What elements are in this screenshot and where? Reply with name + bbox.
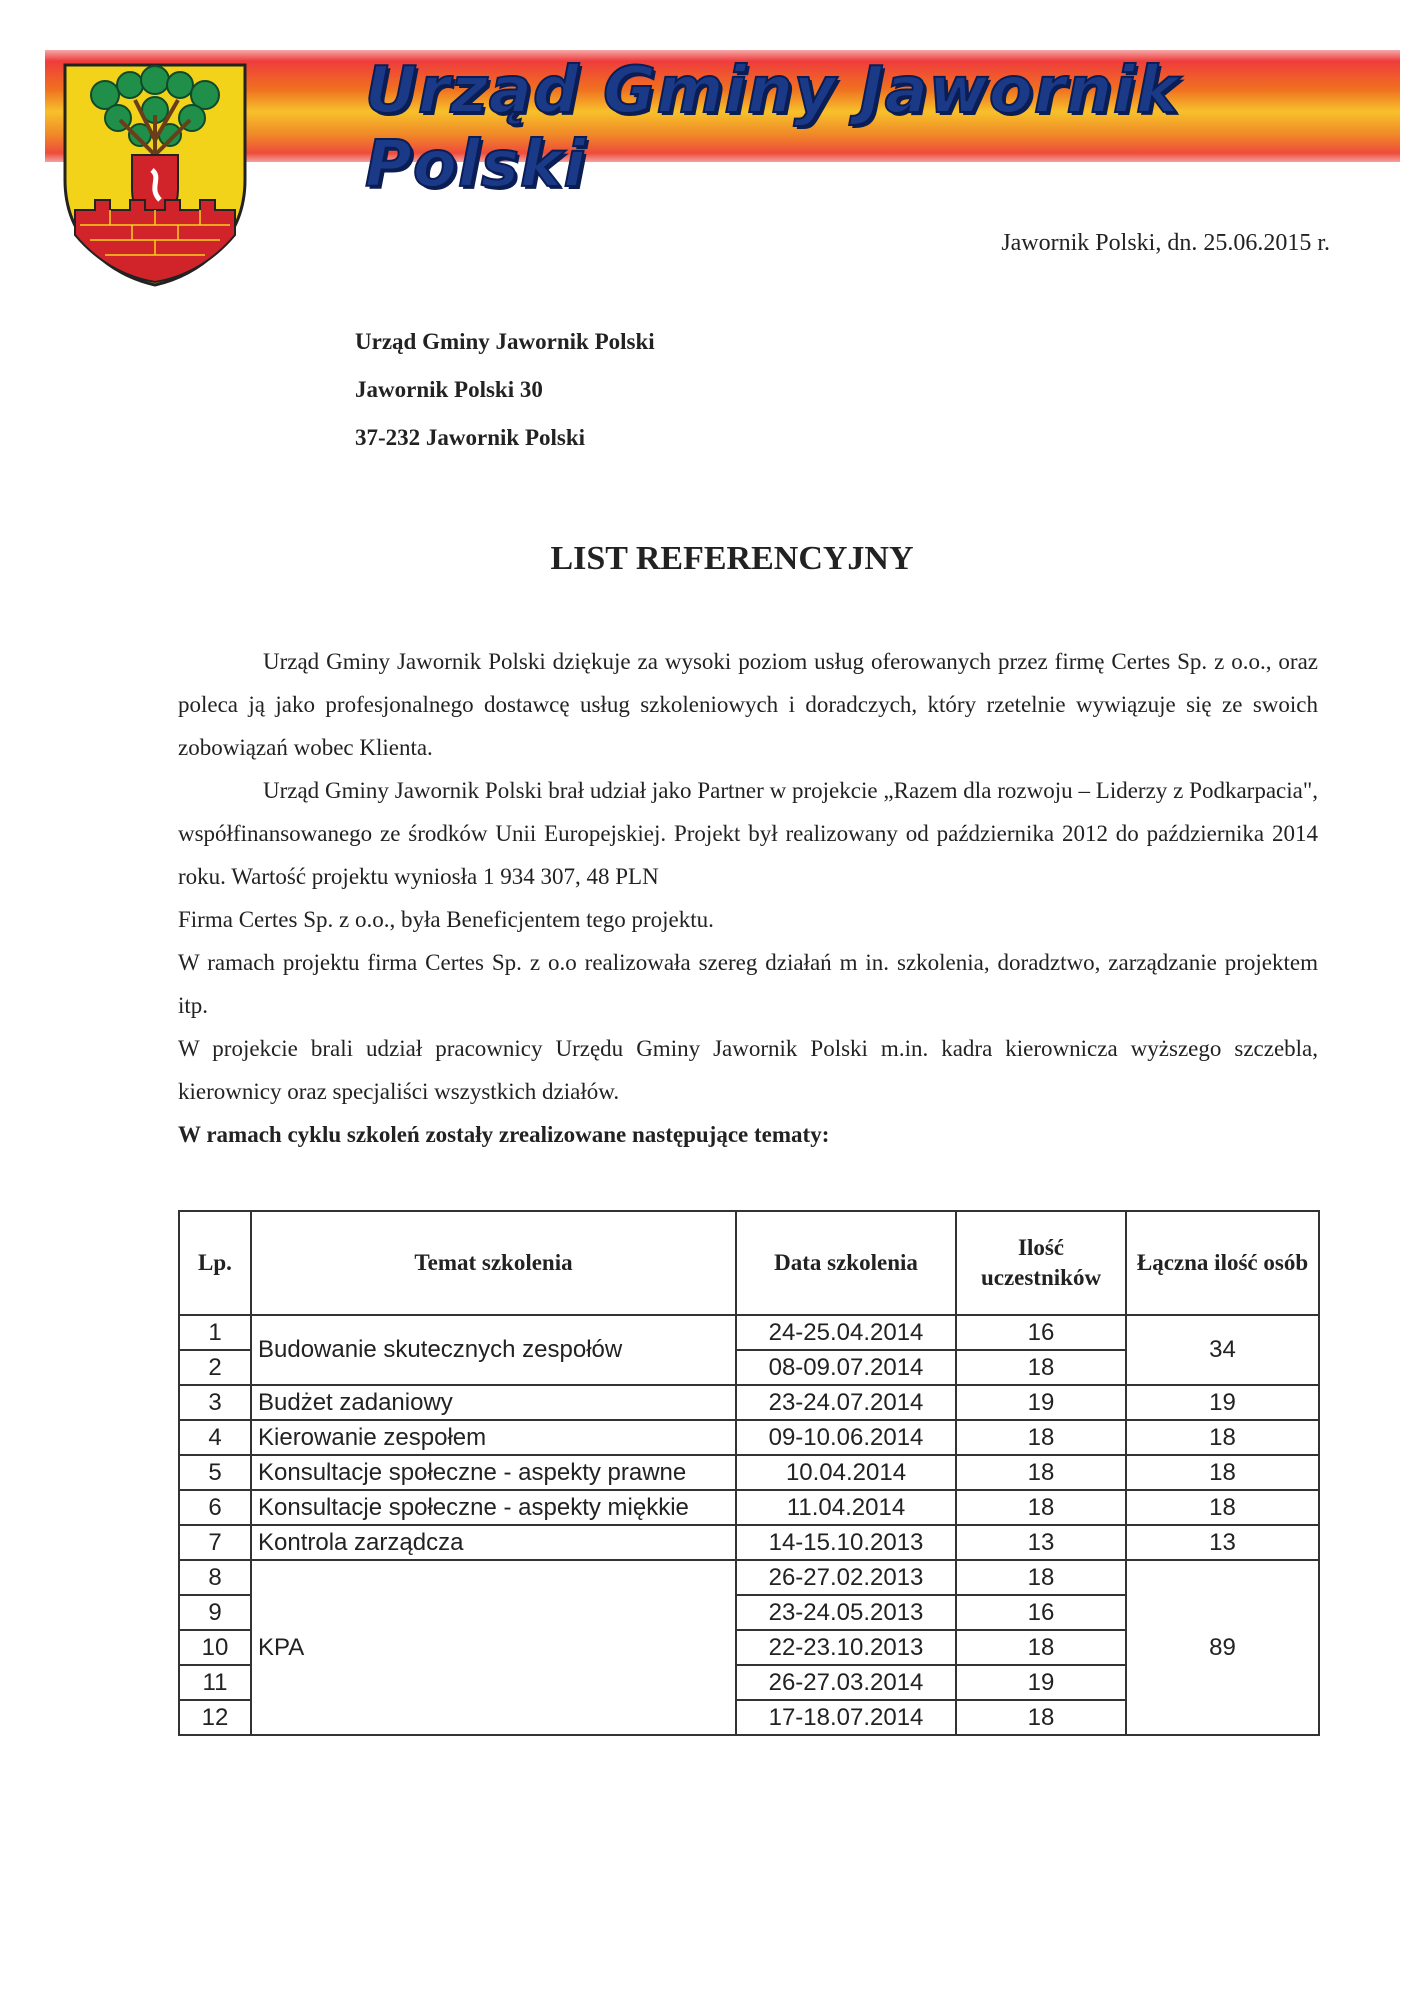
cell-date: 09-10.06.2014 [736, 1420, 956, 1455]
cell-lp: 9 [179, 1595, 251, 1630]
cell-lp: 4 [179, 1420, 251, 1455]
cell-date: 11.04.2014 [736, 1490, 956, 1525]
cell-date: 26-27.03.2014 [736, 1665, 956, 1700]
address-line-2: Jawornik Polski 30 [355, 377, 543, 402]
cell-date: 14-15.10.2013 [736, 1525, 956, 1560]
address-line-1: Urząd Gminy Jawornik Polski [355, 329, 655, 354]
letter-body [178, 640, 1318, 1156]
cell-date: 08-09.07.2014 [736, 1350, 956, 1385]
cell-total: 18 [1126, 1455, 1319, 1490]
header-topic: Temat szkolenia [251, 1211, 736, 1315]
cell-total: 89 [1126, 1560, 1319, 1735]
cell-participants: 18 [956, 1700, 1126, 1735]
header-total: Łączna ilość osób [1126, 1211, 1319, 1315]
cell-date: 23-24.07.2014 [736, 1385, 956, 1420]
table-header-row [179, 1211, 1319, 1315]
cell-participants: 19 [956, 1385, 1126, 1420]
cell-participants: 18 [956, 1420, 1126, 1455]
cell-participants: 18 [956, 1630, 1126, 1665]
recipient-address [355, 318, 655, 462]
cell-participants: 16 [956, 1595, 1126, 1630]
header-date: Data szkolenia [736, 1211, 956, 1315]
trainings-table [178, 1210, 1320, 1736]
paragraph-3: Firma Certes Sp. z o.o., była Beneficjentem tego projektu. [178, 907, 714, 932]
cell-participants: 16 [956, 1315, 1126, 1350]
cell-total: 13 [1126, 1525, 1319, 1560]
document-title: LIST REFERENCYJNY [550, 540, 914, 577]
document-date: Jawornik Polski, dn. 25.06.2015 r. [1001, 230, 1330, 256]
cell-total: 34 [1126, 1315, 1319, 1385]
table-row [179, 1420, 1319, 1455]
cell-date: 22-23.10.2013 [736, 1630, 956, 1665]
table-row [179, 1315, 1319, 1350]
cell-lp: 5 [179, 1455, 251, 1490]
cell-lp: 1 [179, 1315, 251, 1350]
banner-title: Urząd Gminy Jawornik Polski [365, 54, 1180, 202]
cell-topic: Budżet zadaniowy [251, 1385, 736, 1420]
coat-of-arms-icon [60, 60, 250, 290]
cell-total: 18 [1126, 1420, 1319, 1455]
cell-participants: 18 [956, 1560, 1126, 1595]
cell-topic: KPA [251, 1560, 736, 1735]
paragraph-2: Urząd Gminy Jawornik Polski brał udział jako Partner w projekcie „Razem dla rozwoju – Liderzy z Podkarpacia", współfinansowanego ze środków Unii Europejskiej. Projekt był realizowany od października 2012 do października 2014 roku. Wartość projektu wyniosła 1 934 307, 48 PLN [178, 778, 1318, 889]
cell-date: 24-25.04.2014 [736, 1315, 956, 1350]
cell-topic: Konsultacje społeczne - aspekty prawne [251, 1455, 736, 1490]
cell-participants: 13 [956, 1525, 1126, 1560]
cell-lp: 11 [179, 1665, 251, 1700]
cell-participants: 18 [956, 1455, 1126, 1490]
cell-lp: 3 [179, 1385, 251, 1420]
cell-lp: 8 [179, 1560, 251, 1595]
cell-topic: Kierowanie zespołem [251, 1420, 736, 1455]
cell-lp: 12 [179, 1700, 251, 1735]
cell-date: 17-18.07.2014 [736, 1700, 956, 1735]
cell-topic: Kontrola zarządcza [251, 1525, 736, 1560]
cell-date: 23-24.05.2013 [736, 1595, 956, 1630]
cell-participants: 18 [956, 1350, 1126, 1385]
table-row [179, 1385, 1319, 1420]
cell-lp: 6 [179, 1490, 251, 1525]
cell-date: 26-27.02.2013 [736, 1560, 956, 1595]
table-row [179, 1455, 1319, 1490]
cell-participants: 19 [956, 1665, 1126, 1700]
cell-participants: 18 [956, 1490, 1126, 1525]
cell-topic: Budowanie skutecznych zespołów [251, 1315, 736, 1385]
cell-lp: 10 [179, 1630, 251, 1665]
header-participants: Ilość uczestników [956, 1211, 1126, 1315]
table-row [179, 1525, 1319, 1560]
cell-total: 18 [1126, 1490, 1319, 1525]
paragraph-5: W projekcie brali udział pracownicy Urzędu Gminy Jawornik Polski m.in. kadra kierownicza wyższego szczebla, kierownicy oraz specjaliści wszystkich działów. [178, 1036, 1318, 1104]
header-lp: Lp. [179, 1211, 251, 1315]
table-heading: W ramach cyklu szkoleń zostały zrealizowane następujące tematy: [178, 1122, 830, 1147]
cell-lp: 7 [179, 1525, 251, 1560]
table-row [179, 1490, 1319, 1525]
cell-date: 10.04.2014 [736, 1455, 956, 1490]
cell-lp: 2 [179, 1350, 251, 1385]
paragraph-4: W ramach projektu firma Certes Sp. z o.o realizowała szereg działań m in. szkolenia, doradztwo, zarządzanie projektem itp. [178, 950, 1318, 1018]
cell-total: 19 [1126, 1385, 1319, 1420]
table-row [179, 1560, 1319, 1595]
cell-topic: Konsultacje społeczne - aspekty miękkie [251, 1490, 736, 1525]
address-line-3: 37-232 Jawornik Polski [355, 425, 586, 450]
paragraph-1: Urząd Gminy Jawornik Polski dziękuje za wysoki poziom usług oferowanych przez firmę Certes Sp. z o.o., oraz poleca ją jako profesjonalnego dostawcę usług szkoleniowych i doradczych, który rzetelnie wywiązuje się ze swoich zobowiązań wobec Klienta. [178, 649, 1318, 760]
